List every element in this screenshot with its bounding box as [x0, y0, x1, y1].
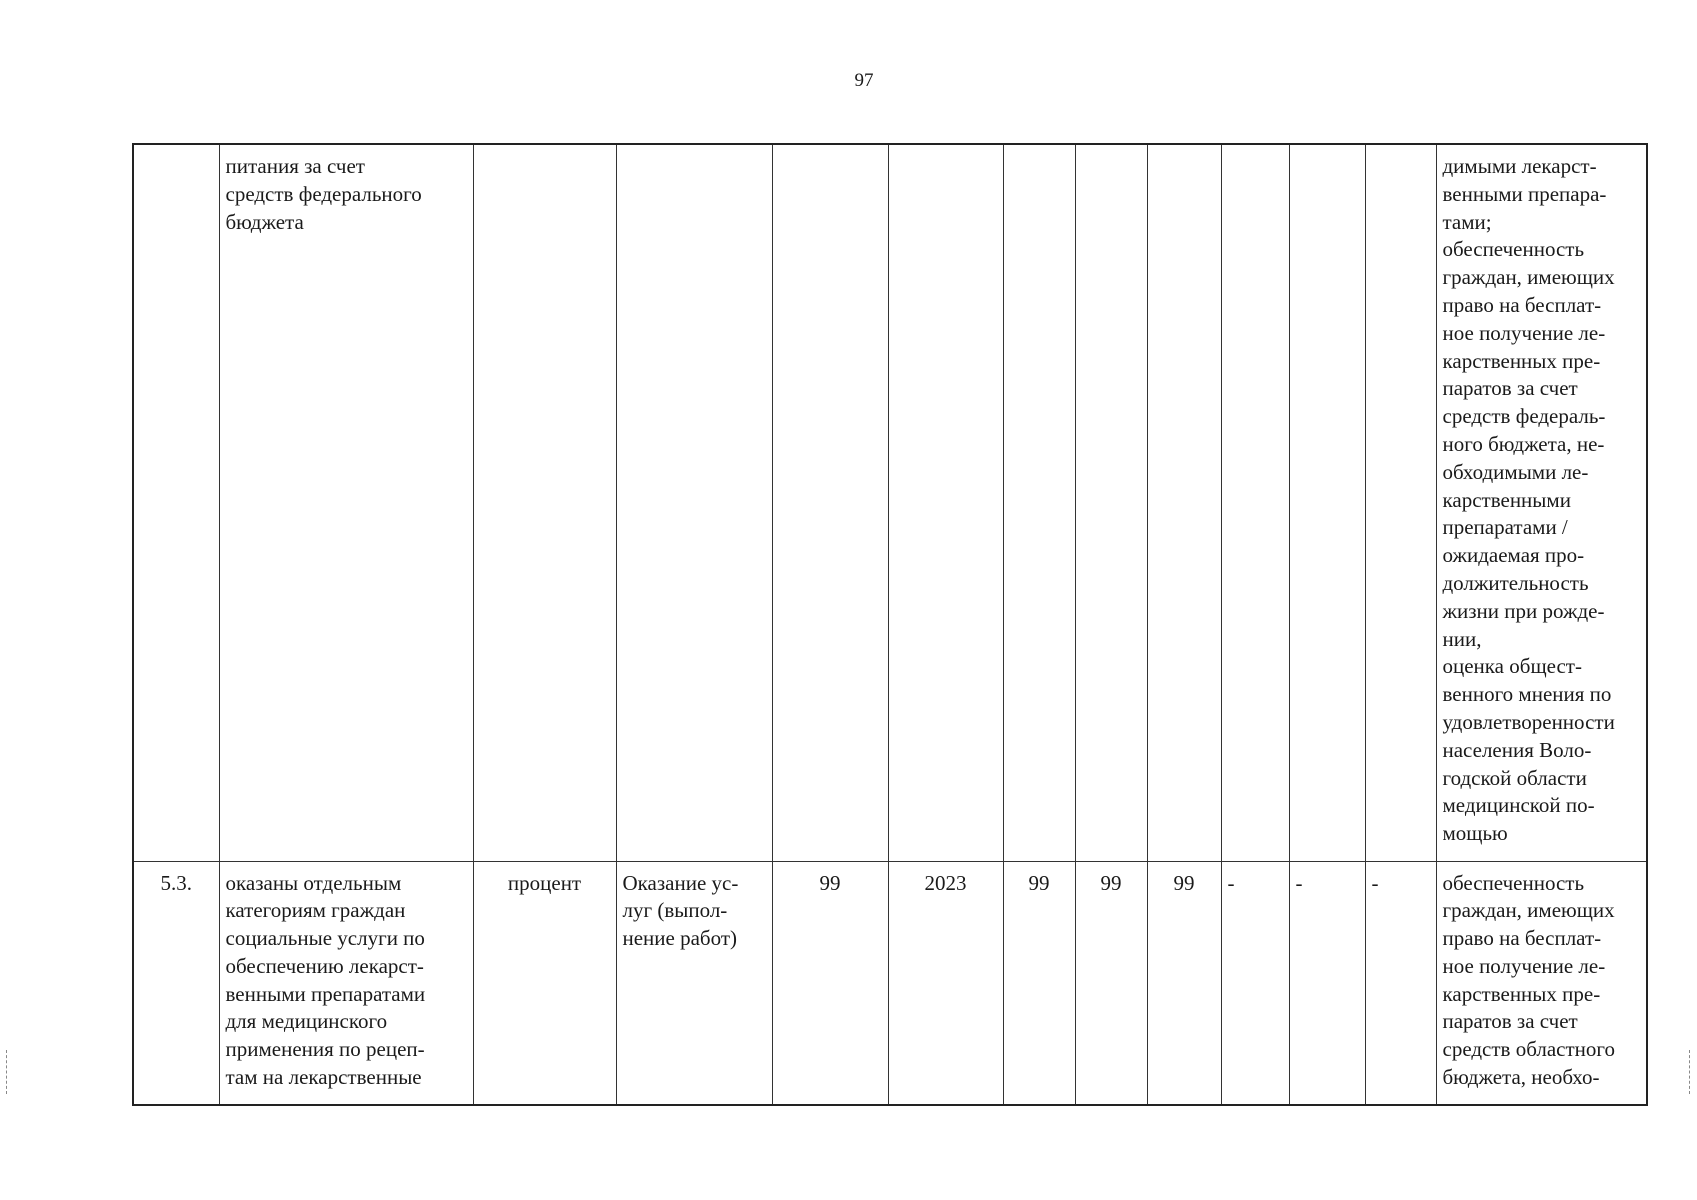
value-cell-5: - — [1289, 861, 1365, 1105]
value-cell-4 — [1221, 144, 1289, 861]
value-cell-1: 99 — [1003, 861, 1075, 1105]
value-cell-2 — [1075, 144, 1147, 861]
indicator-link-cell: димыми лекарст- венными препара- тами; обеспеченность граждан, имеющих право на бесплат- ное получение ле- карственных пре- паратов за счет средств федераль- ного бюджета, не- обходимыми ле- карственными препаратами / ожидаемая про- должительность жизни при рожде- нии, оценка общест- венного мнения по удовлетворенности населения Воло- годской области медицинской по- мощью — [1436, 144, 1647, 861]
type-cell — [616, 144, 772, 861]
base-value-cell: 99 — [772, 861, 888, 1105]
base-year-cell: 2023 — [888, 861, 1003, 1105]
base-value-cell — [772, 144, 888, 861]
program-table — [132, 143, 1648, 1106]
unit-cell — [473, 144, 616, 861]
page-number: 97 — [854, 70, 874, 91]
table-row — [133, 144, 1647, 861]
left-margin-mark — [6, 1050, 9, 1094]
table-row — [133, 861, 1647, 1105]
value-cell-3 — [1147, 144, 1221, 861]
base-year-cell — [888, 144, 1003, 861]
value-cell-4: - — [1221, 861, 1289, 1105]
right-margin-mark — [1689, 1050, 1692, 1094]
row-number-cell: 5.3. — [133, 861, 219, 1105]
value-cell-1 — [1003, 144, 1075, 861]
indicator-link-cell: обеспеченность граждан, имеющих право на бесплат- ное получение ле- карственных пре- паратов за счет средств областного бюджета, необхо- — [1436, 861, 1647, 1105]
row-number-cell — [133, 144, 219, 861]
value-cell-3: 99 — [1147, 861, 1221, 1105]
value-cell-6: - — [1365, 861, 1436, 1105]
value-cell-2: 99 — [1075, 861, 1147, 1105]
result-name-cell: оказаны отдельным категориям граждан социальные услуги по обеспечению лекарст- венными препаратами для медицинского применения по рецеп- там на лекарственные — [219, 861, 473, 1105]
type-cell: Оказание ус- луг (выпол- нение работ) — [616, 861, 772, 1105]
value-cell-5 — [1289, 144, 1365, 861]
result-name-cell: питания за счет средств федерального бюджета — [219, 144, 473, 861]
unit-cell: процент — [473, 861, 616, 1105]
value-cell-6 — [1365, 144, 1436, 861]
